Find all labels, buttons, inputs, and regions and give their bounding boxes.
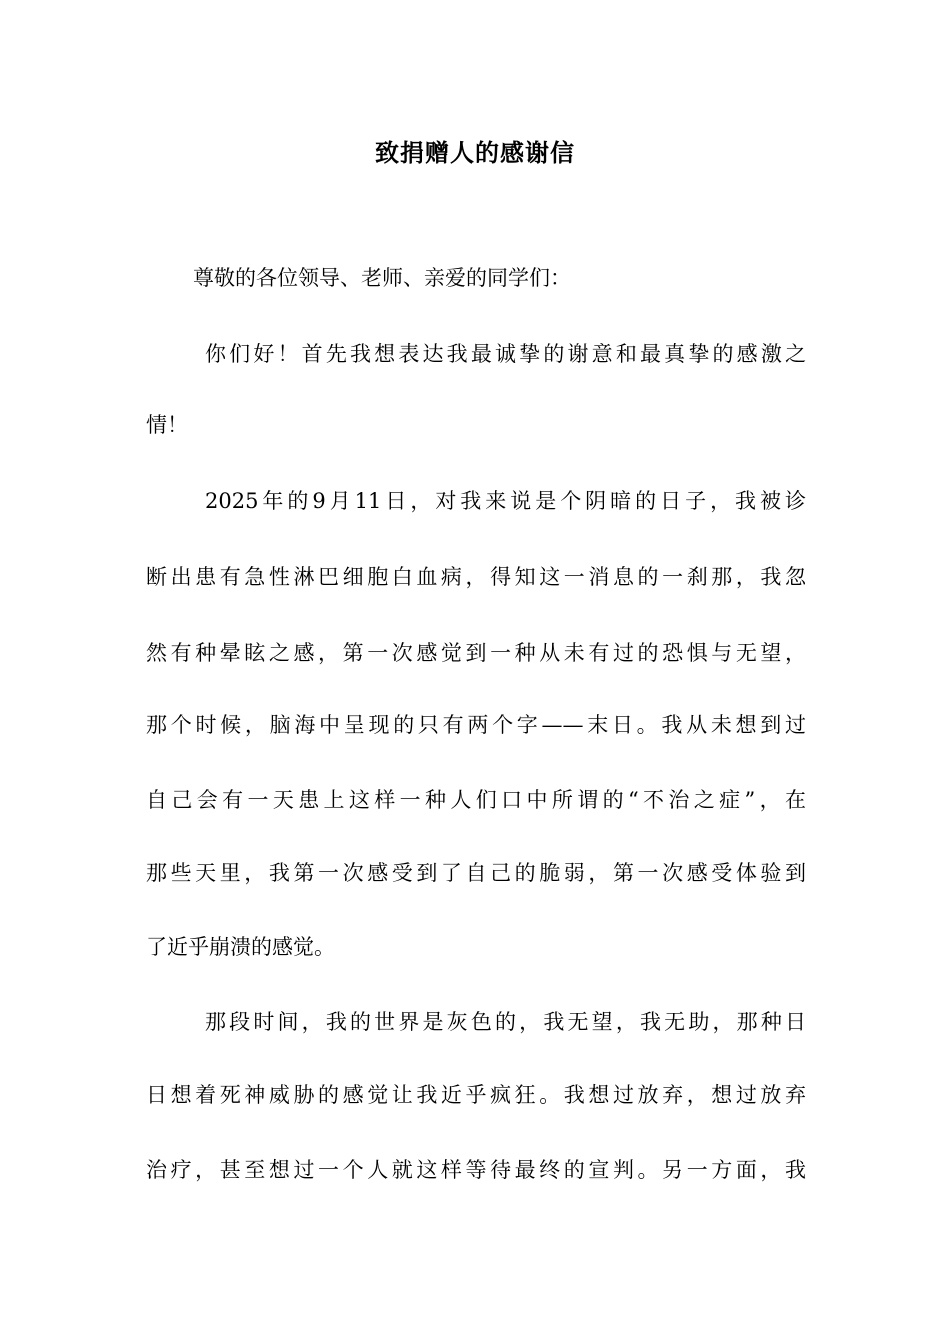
letter-title: 致捐赠人的感谢信 [375, 139, 575, 167]
paragraph-line: 了近乎崩溃的感觉。 [146, 935, 335, 959]
paragraph-line: 自己会有一天患上这样一种人们口中所谓的“不治之症”，在 [146, 788, 806, 812]
paragraph-line: 2025年的9月11日，对我来说是个阴暗的日子，我被诊 [205, 489, 806, 513]
paragraph-line: 断出患有急性淋巴细胞白血病，得知这一消息的一刹那，我忽 [146, 565, 806, 589]
paragraph-line: 治疗，甚至想过一个人就这样等待最终的宣判。另一方面，我 [146, 1158, 806, 1182]
paragraph-line: 日想着死神威胁的感觉让我近乎疯狂。我想过放弃，想过放弃 [146, 1083, 806, 1107]
paragraph-line: 那些天里，我第一次感受到了自己的脆弱，第一次感受体验到 [146, 861, 806, 885]
salutation: 尊敬的各位领导、老师、亲爱的同学们： [193, 266, 571, 290]
paragraph-line: 那段时间，我的世界是灰色的，我无望，我无助，那种日 [205, 1010, 806, 1034]
paragraph-line: 那个时候，脑海中呈现的只有两个字——末日。我从未想到过 [146, 713, 806, 737]
paragraph-line: 你们好！首先我想表达我最诚挚的谢意和最真挚的感激之 [205, 342, 806, 366]
paragraph-line: 情！ [146, 413, 188, 437]
paragraph-line: 然有种晕眩之感，第一次感觉到一种从未有过的恐惧与无望， [146, 641, 806, 665]
